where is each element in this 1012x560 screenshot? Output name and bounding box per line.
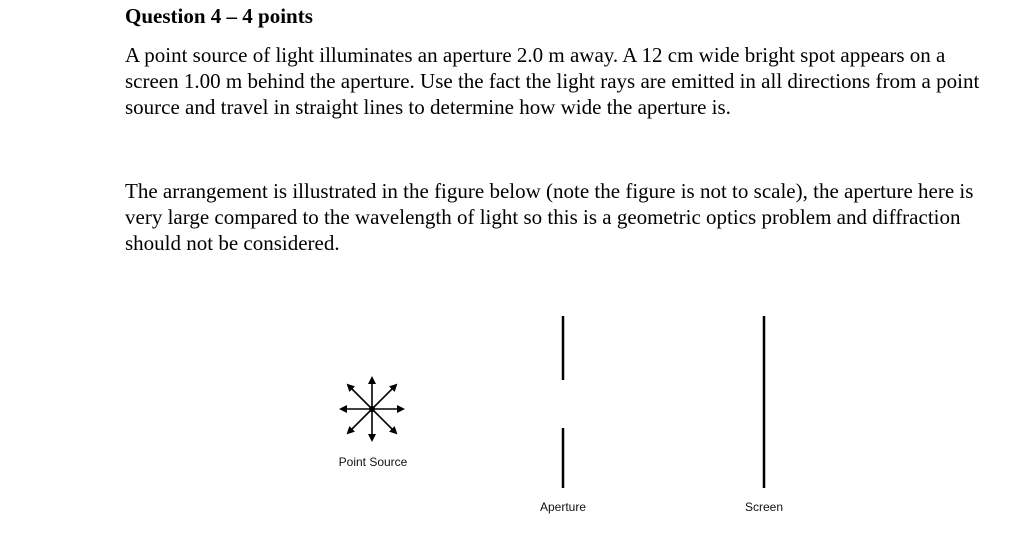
question-title: Question 4 – 4 points (125, 4, 313, 28)
screen-label: Screen (744, 500, 784, 514)
point-source-label: Point Source (338, 455, 408, 469)
aperture-label: Aperture (539, 500, 587, 514)
point-source-star-icon (341, 378, 403, 440)
question-paragraph-1: A point source of light illuminates an aperture 2.0 m away. A 12 cm wide bright spot appears on a screen 1.00 m behind the aperture. Use the fact the light rays are emitted in all directions from a point source and travel in straight lines to determine how wide the aperture is. (125, 43, 980, 119)
question-paragraph-2: The arrangement is illustrated in the figure below (note the figure is not to scale), the aperture here is very large compared to the wavelength of light so this is a geometric optics problem and diffraction should not be considered. (125, 179, 974, 255)
